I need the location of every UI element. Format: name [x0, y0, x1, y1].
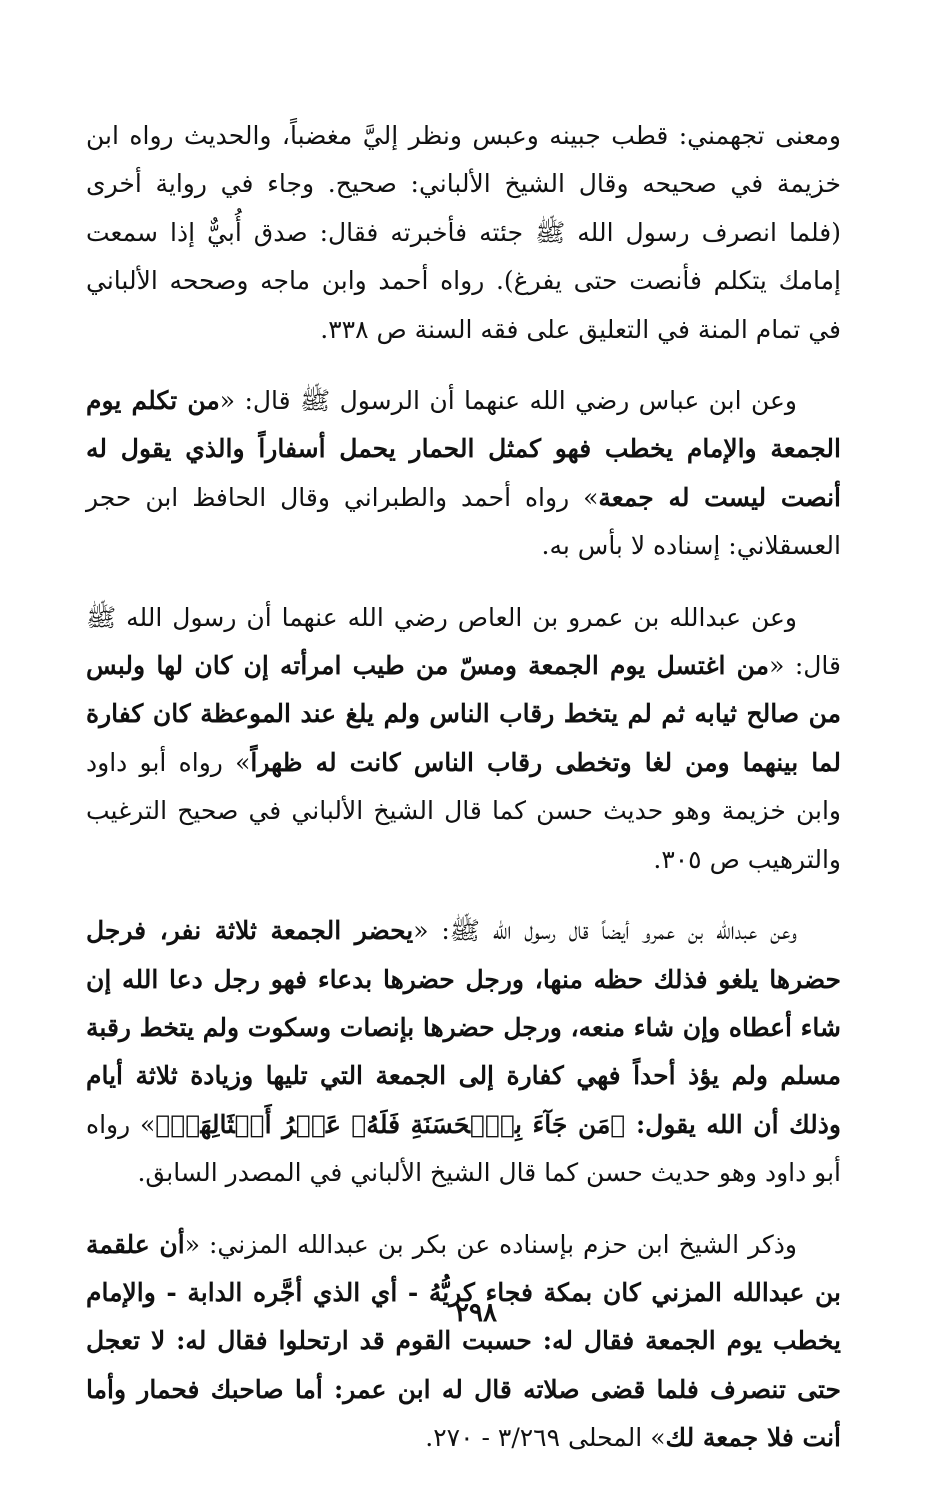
paragraph-3-source: » رواه أبو داود وابن خزيمة وهو حديث حسن كما قال الشيخ الألباني في صحيح الترغيب والترهيب ص ٣٠٥. — [86, 747, 841, 874]
page-body — [86, 112, 841, 1486]
paragraph-1 — [86, 112, 841, 354]
paragraph-5 — [86, 1221, 841, 1463]
paragraph-1-text: ومعنى تجهمني: قطب جبينه وعبس ونظر إليَّ مغضباً، والحديث رواه ابن خزيمة في صحيحه وقال الشيخ الألباني: صحيح. وجاء في رواية أخرى (فلما انصرف رسول الله ﷺ جئته فأخبرته فقال: صدق أُبيٌّ إذا سمعت إمامك يتكلم فأنصت حتى يفرغ). رواه أحمد وابن ماجه وصححه الألباني في تمام المنة في التعليق على فقه السنة ص ٣٣٨. — [86, 121, 841, 344]
paragraph-2-hadith: من تكلم يوم الجمعة والإمام يخطب فهو كمثل الحمار يحمل أسفاراً والذي يقول له أنصت ليست له جمعة — [86, 386, 841, 512]
paragraph-3-hadith: من اغتسل يوم الجمعة ومسّ من طيب امرأته إن كان لها ولبس من صالح ثيابه ثم لم يتخط رقاب الناس ولم يلغ عند الموعظة كان كفارة لما بينهما ومن لغا وتخطى رقاب الناس كانت له ظهراً — [86, 651, 841, 777]
paragraph-4-intro: وعن عبدالله بن عمرو أيضاً قال رسول الله ﷺ: « — [413, 916, 797, 946]
paragraph-4-hadith: يحضر الجمعة ثلاثة نفر، فرجل حضرها يلغو فذلك حظه منها، ورجل حضرها بدعاء فهو رجل دعا الله إن شاء أعطاه وإن شاء منعه، ورجل حضرها بإنصات وسكوت ولم يتخط رقبة مسلم ولم يؤذ أحداً فهي كفارة إلى الجمعة التي تليها وزيادة ثلاثة أيام وذلك أن الله يقول: ﴿مَن جَآءَ بِٱلۡحَسَنَةِ فَلَهُۥ عَشۡرُ أَمۡثَالِهَاۖ﴾ — [86, 916, 841, 1139]
paragraph-2-source: » رواه أحمد والطبراني وقال الحافظ ابن حجر العسقلاني: إسناده لا بأس به. — [86, 482, 841, 561]
paragraph-3-intro: وعن عبدالله بن عمرو بن العاص رضي الله عنهما أن رسول الله ﷺ قال: « — [86, 602, 841, 681]
paragraph-4-source: » رواه أبو داود وهو حديث حسن كما قال الشيخ الألباني في المصدر السابق. — [86, 1109, 841, 1188]
paragraph-2-intro: وعن ابن عباس رضي الله عنهما أن الرسول ﷺ قال: « — [219, 386, 797, 416]
paragraph-2 — [86, 377, 841, 571]
paragraph-5-narration: أن علقمة بن عبدالله المزني كان بمكة فجاء كريُّهُ - أي الذي أجَّره الدابة - والإمام يخطب يوم الجمعة فقال له: حسبت القوم قد ارتحلوا فقال له: لا تعجل حتى تنصرف فلما قضى صلاته قال له ابن عمر: أما صاحبك فحمار وأما أنت فلا جمعة لك — [86, 1229, 841, 1453]
paragraph-4 — [86, 907, 841, 1197]
paragraph-5-intro: وذكر الشيخ ابن حزم بإسناده عن بكر بن عبدالله المزني: « — [184, 1229, 797, 1259]
paragraph-5-source: » المحلى ٣/٢٦٩ - ٢٧٠. — [425, 1423, 666, 1453]
paragraph-3 — [86, 594, 841, 884]
page-number: ٢٩٨ — [455, 1298, 497, 1328]
